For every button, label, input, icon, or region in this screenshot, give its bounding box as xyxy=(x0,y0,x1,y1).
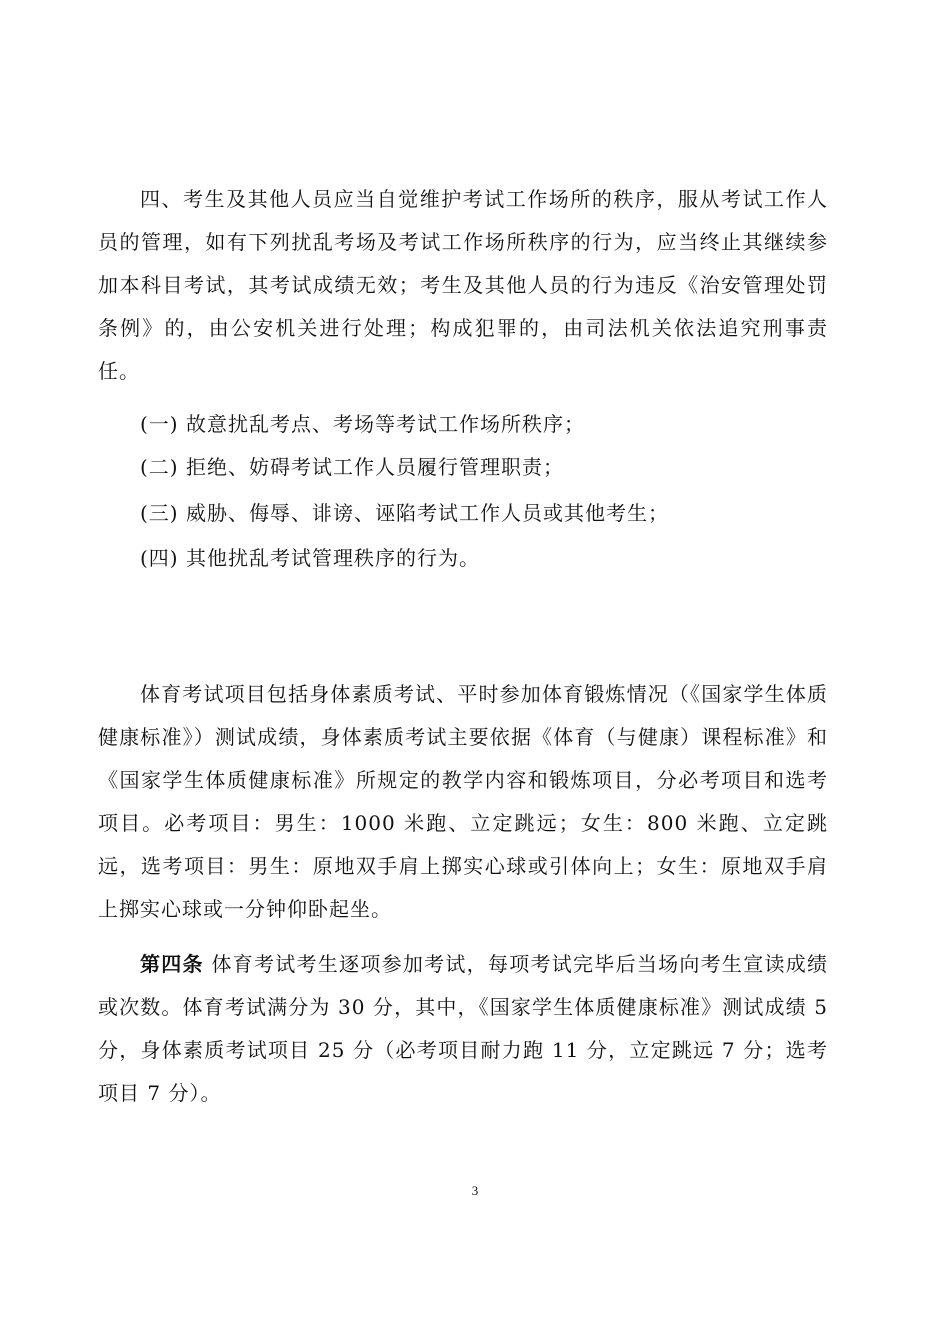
section-four-paragraph: 四、考生及其他人员应当自觉维护考试工作场所的秩序，服从考试工作人员的管理，如有下列扰乱考场及考试工作场所秩序的行为，应当终止其继续参加本科目考试，其考试成绩无效；考生及其他人员的行为违反《治安管理处罚条例》的，由公安机关进行处理；构成犯罪的，由司法机关依法追究刑事责任。 xyxy=(98,187,828,383)
list-item: (二) 拒绝、妨碍考试工作人员履行管理职责； xyxy=(140,455,564,479)
list-item: (一) 故意扰乱考点、考场等考试工作场所秩序； xyxy=(140,412,585,436)
list-item: (四) 其他扰乱考试管理秩序的行为。 xyxy=(140,546,480,570)
article-four-label: 第四条 xyxy=(140,952,204,976)
list-item: (三) 威胁、侮辱、诽谤、诬陷考试工作人员或其他考生； xyxy=(140,501,669,525)
article-four-text: 体育考试考生逐项参加考试，每项考试完毕后当场向考生宣读成绩或次数。体育考试满分为 30 分，其中，《国家学生体质健康标准》测试成绩 5 分，身体素质考试项目 25 分（必考项目耐力跑 11 分，立定跳远 7 分；选考项目 7 分）。 xyxy=(98,952,829,1105)
pe-items-paragraph: 体育考试项目包括身体素质考试、平时参加体育锻炼情况（《国家学生体质健康标准》）测试成绩，身体素质考试主要依据《体育（与健康）课程标准》和《国家学生体质健康标准》所规定的教学内容和锻炼项目，分必考项目和选考项目。必考项目：男生：1000 米跑、立定跳远；女生：800 米跑、立定跳远，选考项目：男生：原地双手肩上掷实心球或引体向上；女生：原地双手肩上掷实心球或一分钟仰卧起坐。 xyxy=(98,682,828,921)
page-number: 3 xyxy=(471,1183,479,1198)
article-four-paragraph xyxy=(98,943,828,1115)
